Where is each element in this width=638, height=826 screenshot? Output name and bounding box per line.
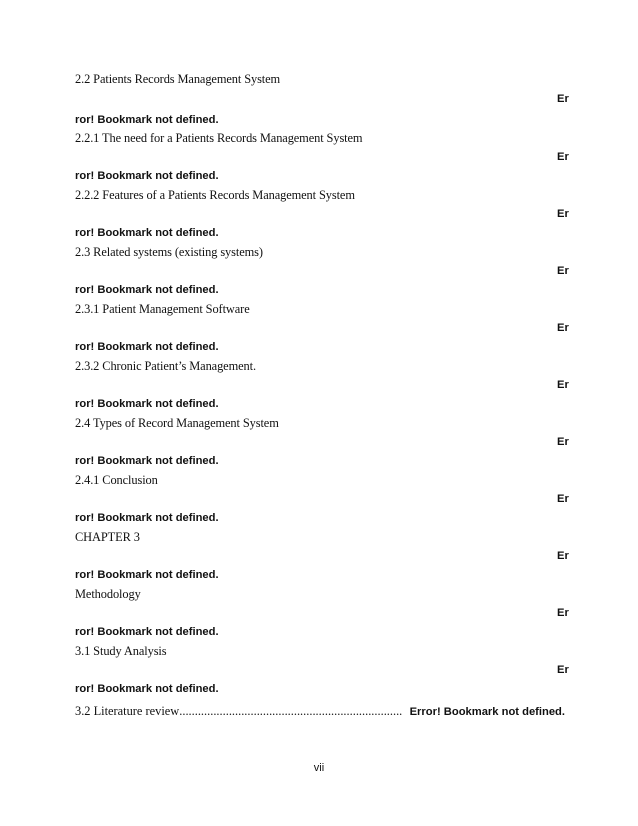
toc-entry-title[interactable]: 2.2 Patients Records Management System [75, 72, 281, 86]
toc-entry-title: 3.2 Literature review [75, 704, 180, 718]
error-text-tail: Er [557, 607, 569, 619]
error-text: ror! Bookmark not defined. [75, 170, 219, 182]
error-text-tail: Er [557, 265, 569, 277]
toc-entry-title[interactable]: 3.1 Study Analysis [75, 644, 167, 658]
error-text-tail: Er [557, 436, 569, 448]
error-text-tail: Er [557, 379, 569, 391]
error-text: ror! Bookmark not defined. [75, 683, 219, 695]
toc-entry-last[interactable] [75, 704, 565, 719]
toc-entry-title[interactable]: 2.3.2 Chronic Patient’s Management. [75, 359, 256, 373]
error-text-tail: Er [557, 493, 569, 505]
toc-entry-title[interactable]: 2.2.1 The need for a Patients Records Management System [75, 131, 363, 145]
toc-entry-title[interactable]: 2.3 Related systems (existing systems) [75, 245, 263, 259]
error-text-tail: Er [557, 208, 569, 220]
error-text-tail: Er [557, 322, 569, 334]
toc-entry-title[interactable]: Methodology [75, 587, 141, 601]
toc-entry-title[interactable]: CHAPTER 3 [75, 530, 140, 544]
error-text: ror! Bookmark not defined. [75, 284, 219, 296]
error-text: ror! Bookmark not defined. [75, 626, 219, 638]
error-text: ror! Bookmark not defined. [75, 455, 219, 467]
toc-entry-title[interactable]: 2.4.1 Conclusion [75, 473, 158, 487]
error-text-tail: Er [557, 151, 569, 163]
error-text: ror! Bookmark not defined. [75, 227, 219, 239]
error-text: ror! Bookmark not defined. [75, 398, 219, 410]
error-text-tail: Er [557, 93, 569, 105]
error-text: ror! Bookmark not defined. [75, 512, 219, 524]
error-text: Error! Bookmark not defined. [409, 706, 565, 718]
toc-entry-title[interactable]: 2.4 Types of Record Management System [75, 416, 279, 430]
error-text-tail: Er [557, 550, 569, 562]
toc-entry-title[interactable]: 2.3.1 Patient Management Software [75, 302, 250, 316]
dot-leader: ........................................................................ [179, 704, 403, 718]
error-text-tail: Er [557, 664, 569, 676]
page-number: vii [313, 762, 325, 774]
error-text: ror! Bookmark not defined. [75, 569, 219, 581]
error-text: ror! Bookmark not defined. [75, 114, 219, 126]
toc-entry-title[interactable]: 2.2.2 Features of a Patients Records Management System [75, 188, 355, 202]
error-text: ror! Bookmark not defined. [75, 341, 219, 353]
